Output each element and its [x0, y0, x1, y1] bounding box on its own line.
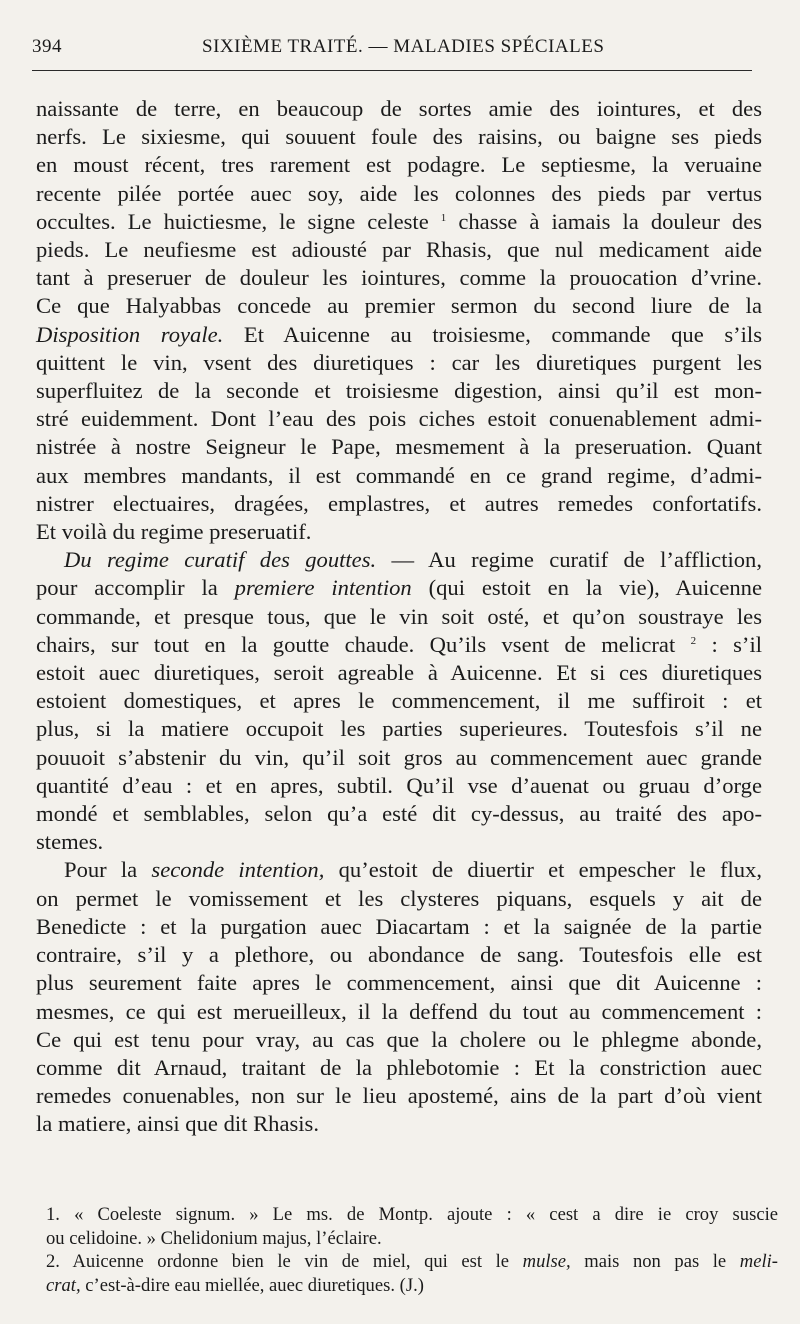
text-line: stemes. [36, 829, 104, 855]
text-fragment: occultes. Le huictiesme, le signe celeste [36, 208, 429, 234]
running-head: SIXIÈME TRAITÉ. — MALADIES SPÉCIALES [202, 36, 605, 57]
text-fragment: Et Auicenne au troisiesme, commande que s’ils [243, 321, 762, 347]
text-fragment: chairs, sur tout en la goutte chaude. Qu’ils vsent de melicrat [36, 631, 676, 657]
text-line: pouuoit s’abstenir du vin, qu’il soit gros au commencement auec grande [36, 744, 762, 770]
text-line: en moust récent, tres rarement est podagre. Le septiesme, la veruaine [36, 152, 762, 178]
text-line: tant à preseruer de douleur les iointures, comme la prouocation d’vrine. [36, 265, 762, 291]
text-line: la matiere, ainsi que dit Rhasis. [36, 1111, 319, 1137]
text-line: nistrée à nostre Seigneur le Pape, mesmement à la preseruation. Quant [36, 434, 762, 460]
paragraph-2 [36, 546, 762, 856]
text-line: Ce que Halyabbas concede au premier sermon du second liure de la [36, 293, 762, 319]
text-line: quittent le vin, vsent des diuretiques : car les diuretiques purgent les [36, 349, 762, 375]
text-line: contraire, s’il y a plethore, ou abondance de sang. Toutesfois elle est [36, 942, 762, 968]
text-line: plus, si la matiere occupoit les parties superieures. Toutesfois s’il ne [36, 716, 762, 742]
text-fragment: pour accomplir la [36, 575, 218, 601]
page-header [32, 36, 752, 70]
footnote-line [46, 1250, 778, 1274]
text-line: Ce qui est tenu pour vray, au cas que la cholere ou le phlegme abonde, [36, 1026, 762, 1052]
text-line [36, 321, 762, 349]
text-line: Et voilà du regime preseruatif. [36, 519, 312, 545]
text-fragment: Pour la [64, 857, 138, 883]
text-line: estoient domestiques, et apres le commencement, il me suffiroit : et [36, 688, 762, 714]
text-fragment: 2. Auicenne ordonne bien le vin de miel, qui est le [46, 1251, 510, 1273]
text-line: on permet le vomissement et les clysteres piquans, esquels y ait de [36, 885, 762, 911]
footnote-line: 1. « Coeleste signum. » Le ms. de Montp. ajoute : « cest a dire ie croy suscie [46, 1204, 778, 1225]
text-line: commande, et presque tous, que le vin soit osté, et qu’on soustraye les [36, 603, 762, 629]
text-line: superfluitez de la seconde et troisiesme digestion, ainsi qu’il est mon- [36, 378, 762, 404]
text-line: nistrer electuaires, dragées, emplastres, et autres remedes confortatifs. [36, 490, 762, 516]
italic-phrase: seconde intention, [151, 857, 325, 883]
page-number: 394 [32, 36, 62, 57]
text-line: mondé et semblables, selon qu’a esté dit cy-dessus, au traité des apo- [36, 801, 762, 827]
text-line: estoit auec diuretiques, seroit agreable à Auicenne. Et si ces diuretiques [36, 660, 762, 686]
text-line: stré euidemment. Dont l’eau des pois ciches estoit conuenablement admi- [36, 406, 762, 432]
text-line [36, 631, 762, 659]
text-line [36, 574, 762, 602]
text-fragment: chasse à iamais la douleur des [458, 208, 763, 234]
text-line: pieds. Le neufiesme est adiousté par Rhasis, que nul medicament aide [36, 237, 762, 263]
text-line: remedes conuenables, non sur le lieu apostemé, ains de la part d’où vient [36, 1083, 762, 1109]
text-line: Benedicte : et la purgation auec Diacartam : et la saignée de la partie [36, 913, 762, 939]
italic-word: mulse, [522, 1251, 571, 1273]
text-line: comme dit Arnaud, traitant de la phlebotomie : Et la constriction auec [36, 1054, 762, 1080]
italic-phrase: premiere intention [234, 575, 412, 601]
text-line: recente pilée portée auec soy, aide les colonnes des pieds par vertus [36, 180, 762, 206]
text-fragment: mais non pas le [584, 1251, 727, 1273]
text-fragment: qu’estoit de diuertir et empescher le flux, [338, 857, 762, 883]
text-line: quantité d’eau : et en apres, subtil. Qu’il vse d’auenat ou gruau d’orge [36, 772, 762, 798]
text-line [36, 208, 762, 236]
text-fragment: (qui estoit en la vie), Auicenne [428, 575, 762, 601]
text-line [36, 856, 762, 884]
paragraph-3 [36, 856, 762, 1138]
italic-title: Disposition royale. [36, 321, 224, 347]
italic-word: crat, [46, 1274, 81, 1296]
paragraph-1 [36, 95, 762, 546]
text-fragment: c’est-à-dire eau miellée, auec diuretiques. (J.) [85, 1274, 424, 1296]
footnote-ref: 1 [440, 211, 447, 224]
footnotes [46, 1203, 778, 1297]
footnote-line: ou celidoine. » Chelidonium majus, l’éclaire. [46, 1227, 382, 1249]
text-fragment: : s’il [711, 631, 763, 657]
text-line: naissante de terre, en beaucoup de sortes amie des iointures, et des [36, 96, 762, 121]
text-line [36, 546, 762, 574]
header-rule [32, 70, 752, 71]
main-text [36, 95, 762, 1139]
footnote-line [46, 1274, 778, 1298]
footnote-ref: 2 [690, 634, 697, 647]
section-heading: Du regime curatif des gouttes. [64, 547, 377, 573]
text-line: mesmes, ce qui est merueilleux, il la deffend du tout au commencement : [36, 998, 762, 1024]
text-line: nerfs. Le sixiesme, qui souuent foule des raisins, ou baigne ses pieds [36, 124, 762, 150]
text-line: plus seurement faite apres le commencement, ainsi que dit Auicenne : [36, 970, 762, 996]
italic-word: meli- [739, 1251, 778, 1273]
text-line: aux membres mandants, il est commandé en ce grand regime, d’admi- [36, 462, 762, 488]
text-fragment: — Au regime curatif de l’affliction, [391, 547, 763, 573]
